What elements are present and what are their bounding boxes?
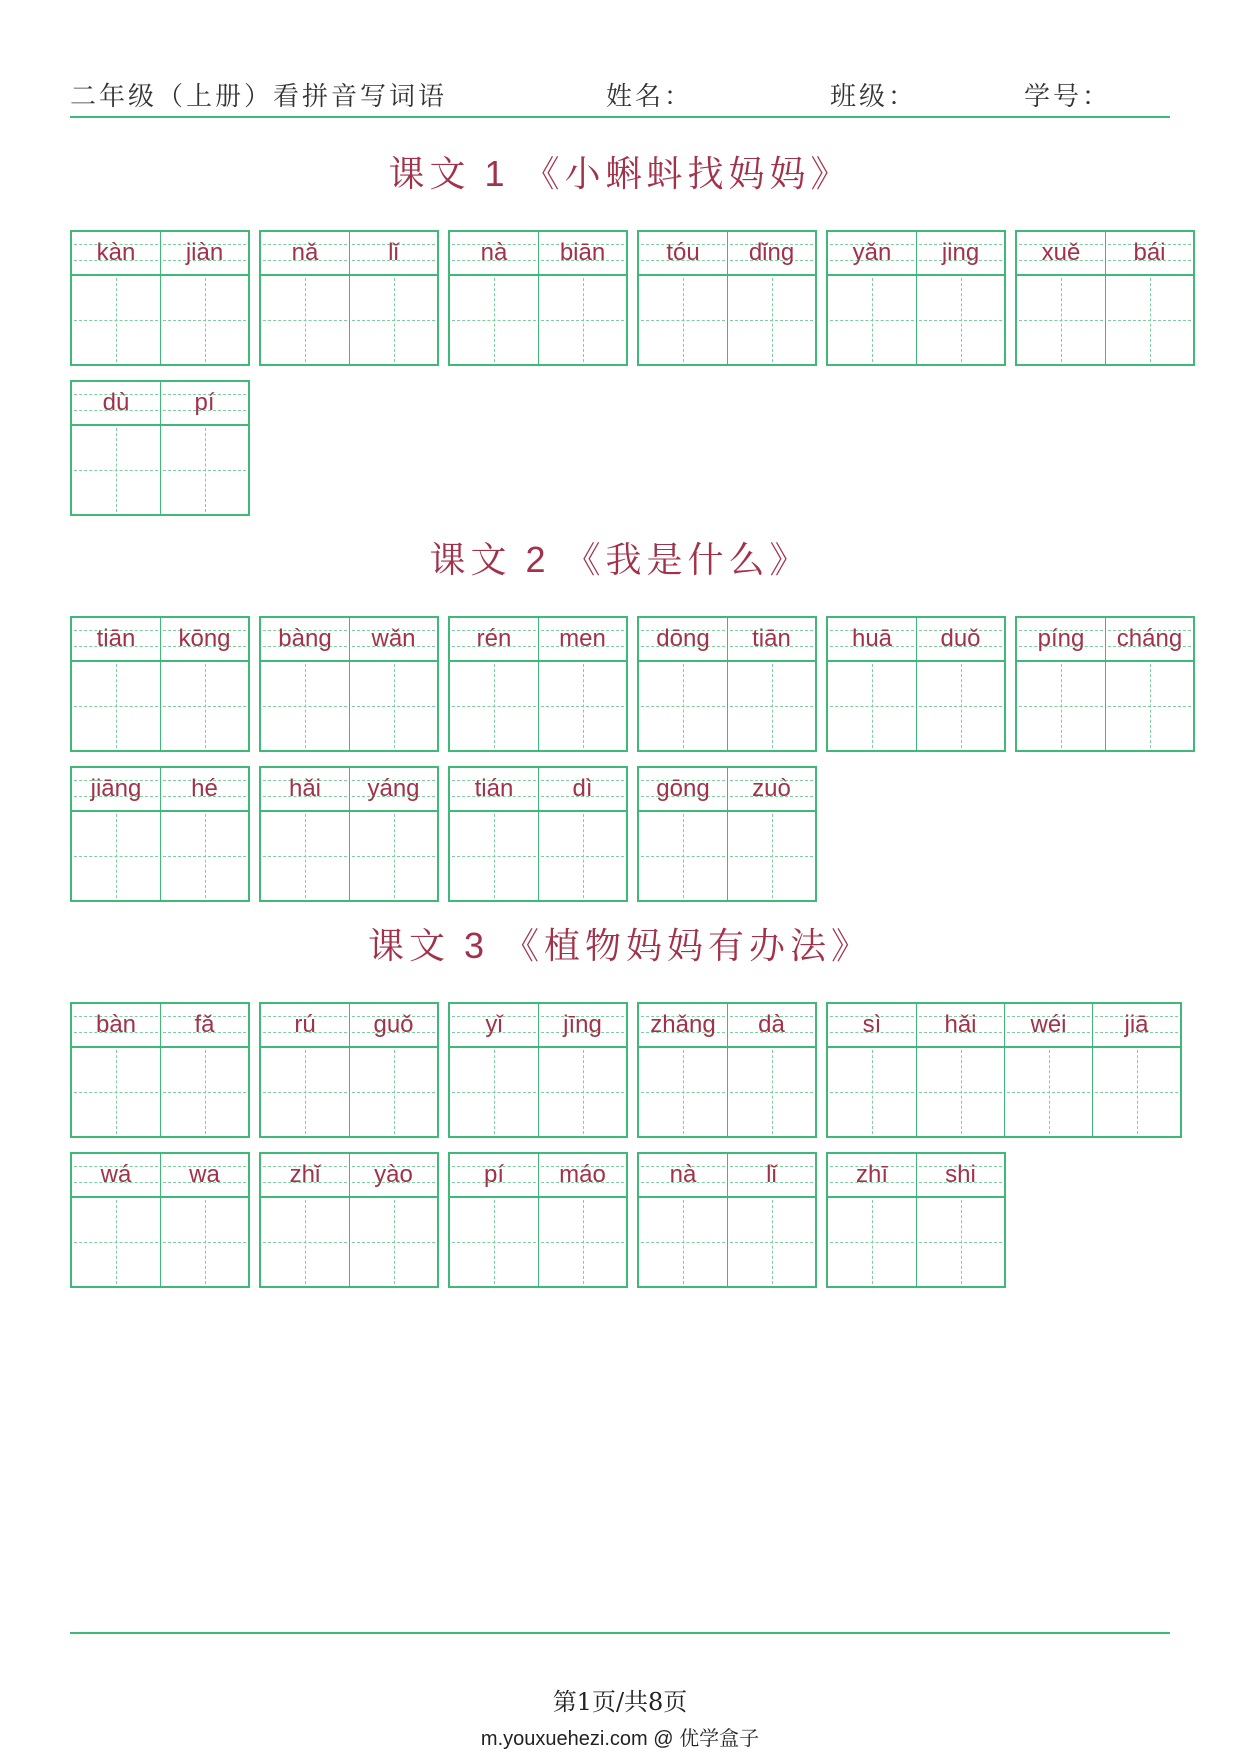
word-box[interactable] <box>70 766 250 902</box>
pinyin-line <box>161 768 248 812</box>
pinyin-text: yǐ <box>485 1011 503 1038</box>
character-cell <box>538 1154 626 1286</box>
tianzige-writing-grid[interactable] <box>261 276 349 364</box>
character-cell <box>538 768 626 900</box>
lesson-name: 《小蝌蚪找妈妈》 <box>523 154 852 195</box>
character-cell <box>828 232 916 364</box>
lesson-label: 课文 <box>429 540 512 581</box>
pinyin-text: zuò <box>752 775 791 802</box>
pinyin-text: pí <box>194 389 215 416</box>
tianzige-writing-grid[interactable] <box>350 1048 437 1136</box>
pinyin-text: bái <box>1133 239 1166 266</box>
page-number: 第1页/共8页 <box>552 1688 688 1716</box>
word-box[interactable] <box>448 616 628 752</box>
character-cell <box>72 1004 160 1136</box>
pinyin-line <box>350 1154 437 1198</box>
tianzige-writing-grid[interactable] <box>161 276 248 364</box>
character-cell <box>1004 1004 1092 1136</box>
site-credit: m.youxuehezi.com @ 优学盒子 <box>480 1728 760 1750</box>
word-box[interactable] <box>70 616 250 752</box>
pinyin-text: lǐ <box>766 1161 777 1188</box>
character-cell <box>916 1004 1004 1136</box>
tianzige-writing-grid[interactable] <box>1017 662 1105 750</box>
lesson-name: 《植物妈妈有办法》 <box>503 926 873 967</box>
pinyin-line <box>639 1004 727 1048</box>
tianzige-writing-grid[interactable] <box>261 1048 349 1136</box>
character-cell <box>916 618 1004 750</box>
pinyin-text: tóu <box>666 239 700 266</box>
character-cell <box>639 232 727 364</box>
word-box[interactable] <box>637 1002 817 1138</box>
pinyin-text: nà <box>480 239 508 266</box>
pinyin-line <box>261 768 349 812</box>
tianzige-writing-grid[interactable] <box>539 276 626 364</box>
tianzige-writing-grid[interactable] <box>450 1198 538 1286</box>
tianzige-writing-grid[interactable] <box>1093 1048 1180 1136</box>
word-box[interactable] <box>826 1152 1006 1288</box>
character-cell <box>261 768 349 900</box>
tianzige-writing-grid[interactable] <box>72 1198 160 1286</box>
lesson-number: 1 <box>484 153 510 194</box>
pinyin-text: jiā <box>1124 1011 1149 1038</box>
character-cell <box>916 232 1004 364</box>
word-box[interactable] <box>448 1002 628 1138</box>
character-cell <box>916 1154 1004 1286</box>
pinyin-text: wéi <box>1030 1011 1067 1038</box>
pinyin-text: tiān <box>96 625 136 652</box>
word-box[interactable] <box>448 1152 628 1288</box>
pinyin-line <box>350 768 437 812</box>
character-cell <box>72 1154 160 1286</box>
word-box[interactable] <box>70 230 250 366</box>
pinyin-line <box>917 1004 1004 1048</box>
worksheet-title: 二年级（上册）看拼音写词语 <box>70 82 448 112</box>
tianzige-writing-grid[interactable] <box>72 812 160 900</box>
worksheet-header <box>70 72 1170 118</box>
pinyin-line <box>1106 618 1193 662</box>
tianzige-writing-grid[interactable] <box>261 662 349 750</box>
tianzige-writing-grid[interactable] <box>261 812 349 900</box>
tianzige-writing-grid[interactable] <box>161 1048 248 1136</box>
pinyin-line <box>539 1154 626 1198</box>
word-box[interactable] <box>70 1002 250 1138</box>
pinyin-text: zhǐ <box>289 1161 321 1188</box>
tianzige-writing-grid[interactable] <box>350 1198 437 1286</box>
tianzige-writing-grid[interactable] <box>539 1048 626 1136</box>
character-cell <box>72 232 160 364</box>
pinyin-text: duǒ <box>940 625 981 652</box>
tianzige-writing-grid[interactable] <box>161 1198 248 1286</box>
lesson-label: 课文 <box>367 926 450 967</box>
character-cell <box>1105 232 1193 364</box>
pinyin-line <box>917 232 1004 276</box>
pinyin-text: rén <box>476 625 512 652</box>
character-cell <box>538 232 626 364</box>
pinyin-text: shi <box>945 1161 976 1188</box>
pinyin-line <box>161 382 248 426</box>
character-cell <box>261 618 349 750</box>
pinyin-text: máo <box>559 1161 606 1188</box>
word-box[interactable] <box>259 230 439 366</box>
tianzige-writing-grid[interactable] <box>917 1198 1004 1286</box>
word-box[interactable] <box>70 1152 250 1288</box>
word-box[interactable] <box>448 766 628 902</box>
character-cell <box>828 1004 916 1136</box>
pinyin-text: yào <box>374 1161 413 1188</box>
pinyin-text: wǎn <box>371 625 416 652</box>
word-box[interactable] <box>1015 616 1195 752</box>
pinyin-text: píng <box>1037 625 1085 652</box>
tianzige-writing-grid[interactable] <box>828 662 916 750</box>
tianzige-writing-grid[interactable] <box>1106 276 1193 364</box>
word-box[interactable] <box>259 616 439 752</box>
student-id-label: 学号： <box>1024 82 1112 112</box>
character-cell <box>727 1004 815 1136</box>
tianzige-writing-grid[interactable] <box>161 662 248 750</box>
character-cell <box>727 232 815 364</box>
character-cell <box>160 618 248 750</box>
word-box[interactable] <box>259 766 439 902</box>
tianzige-writing-grid[interactable] <box>639 662 727 750</box>
character-cell <box>538 1004 626 1136</box>
character-cell <box>1092 1004 1180 1136</box>
character-cell <box>160 232 248 364</box>
tianzige-writing-grid[interactable] <box>728 1198 815 1286</box>
pinyin-text: dǐng <box>748 239 795 266</box>
pinyin-text: gōng <box>656 775 710 802</box>
character-cell <box>450 1004 538 1136</box>
character-cell <box>450 768 538 900</box>
tianzige-writing-grid[interactable] <box>917 662 1004 750</box>
character-cell <box>261 1004 349 1136</box>
pinyin-line <box>539 232 626 276</box>
tianzige-writing-grid[interactable] <box>639 276 727 364</box>
word-box[interactable] <box>637 616 817 752</box>
pinyin-line <box>261 618 349 662</box>
character-cell <box>828 618 916 750</box>
pinyin-text: lǐ <box>388 239 399 266</box>
tianzige-writing-grid[interactable] <box>828 1048 916 1136</box>
pinyin-line <box>539 1004 626 1048</box>
tianzige-writing-grid[interactable] <box>450 662 538 750</box>
pinyin-line <box>72 768 160 812</box>
pinyin-text: bàn <box>95 1011 137 1038</box>
pinyin-line <box>161 1154 248 1198</box>
character-cell <box>349 1004 437 1136</box>
character-cell <box>450 618 538 750</box>
pinyin-text: jing <box>941 239 980 266</box>
footer-divider <box>70 1632 1170 1634</box>
pinyin-line <box>1017 618 1105 662</box>
pinyin-line <box>639 1154 727 1198</box>
tianzige-writing-grid[interactable] <box>1005 1048 1092 1136</box>
character-cell <box>349 768 437 900</box>
pinyin-text: pí <box>483 1161 504 1188</box>
pinyin-line <box>161 618 248 662</box>
tianzige-writing-grid[interactable] <box>450 1048 538 1136</box>
tianzige-writing-grid[interactable] <box>1106 662 1193 750</box>
tianzige-writing-grid[interactable] <box>539 812 626 900</box>
pinyin-line <box>450 232 538 276</box>
character-cell <box>727 1154 815 1286</box>
word-box[interactable] <box>826 230 1006 366</box>
pinyin-line <box>917 1154 1004 1198</box>
pinyin-line <box>72 618 160 662</box>
character-cell <box>639 1154 727 1286</box>
word-box[interactable] <box>826 616 1006 752</box>
pinyin-line <box>161 1004 248 1048</box>
character-cell <box>1105 618 1193 750</box>
tianzige-writing-grid[interactable] <box>639 1198 727 1286</box>
pinyin-text: cháng <box>1116 625 1183 652</box>
tianzige-writing-grid[interactable] <box>72 1048 160 1136</box>
pinyin-line <box>450 1004 538 1048</box>
lesson-title <box>0 146 1240 197</box>
tianzige-writing-grid[interactable] <box>539 662 626 750</box>
pinyin-text: nǎ <box>291 239 319 266</box>
character-cell <box>450 232 538 364</box>
word-box[interactable] <box>1015 230 1195 366</box>
pinyin-text: dù <box>102 389 130 416</box>
tianzige-writing-grid[interactable] <box>72 426 160 514</box>
pinyin-line <box>539 618 626 662</box>
lesson-number: 3 <box>463 925 490 966</box>
tianzige-writing-grid[interactable] <box>161 812 248 900</box>
pinyin-text: xuě <box>1041 239 1081 266</box>
pinyin-text: huā <box>851 625 893 652</box>
pinyin-line <box>728 232 815 276</box>
pinyin-line <box>1017 232 1105 276</box>
pinyin-text: kàn <box>96 239 136 266</box>
pinyin-line <box>350 1004 437 1048</box>
pinyin-line <box>639 232 727 276</box>
pinyin-line <box>261 232 349 276</box>
lesson-title <box>0 532 1240 583</box>
pinyin-text: jiāng <box>90 775 142 802</box>
tianzige-writing-grid[interactable] <box>72 276 160 364</box>
pinyin-line <box>350 232 437 276</box>
character-cell <box>1017 618 1105 750</box>
tianzige-writing-grid[interactable] <box>828 1198 916 1286</box>
word-box[interactable] <box>70 380 250 516</box>
character-cell <box>639 618 727 750</box>
tianzige-writing-grid[interactable] <box>728 812 815 900</box>
class-label: 班级： <box>830 82 918 112</box>
word-box[interactable] <box>637 766 817 902</box>
pinyin-text: jiàn <box>185 239 224 266</box>
lesson-number: 2 <box>525 539 551 580</box>
pinyin-text: rú <box>294 1011 316 1038</box>
pinyin-line <box>450 618 538 662</box>
pinyin-text: fǎ <box>194 1011 215 1038</box>
pinyin-line <box>917 618 1004 662</box>
pinyin-line <box>539 768 626 812</box>
character-cell <box>828 1154 916 1286</box>
character-cell <box>639 768 727 900</box>
tianzige-writing-grid[interactable] <box>828 276 916 364</box>
word-box[interactable] <box>259 1002 439 1138</box>
tianzige-writing-grid[interactable] <box>539 1198 626 1286</box>
pinyin-text: jīng <box>563 1011 602 1038</box>
character-cell <box>538 618 626 750</box>
character-cell <box>349 232 437 364</box>
pinyin-text: dì <box>572 775 593 802</box>
pinyin-line <box>728 1004 815 1048</box>
word-box[interactable] <box>259 1152 439 1288</box>
pinyin-text: hǎi <box>944 1011 977 1038</box>
tianzige-writing-grid[interactable] <box>639 812 727 900</box>
pinyin-text: men <box>559 625 606 652</box>
pinyin-line <box>72 1154 160 1198</box>
tianzige-writing-grid[interactable] <box>350 662 437 750</box>
pinyin-line <box>72 1004 160 1048</box>
pinyin-text: yáng <box>367 775 420 802</box>
pinyin-line <box>450 768 538 812</box>
character-cell <box>160 1004 248 1136</box>
pinyin-text: nà <box>669 1161 697 1188</box>
character-cell <box>349 618 437 750</box>
pinyin-text: dà <box>758 1011 785 1038</box>
tianzige-writing-grid[interactable] <box>350 812 437 900</box>
character-cell <box>160 1154 248 1286</box>
pinyin-line <box>1106 232 1193 276</box>
pinyin-line <box>828 232 916 276</box>
pinyin-line <box>728 1154 815 1198</box>
pinyin-text: hǎi <box>288 775 322 802</box>
pinyin-line <box>450 1154 538 1198</box>
pinyin-text: zhǎng <box>650 1011 716 1038</box>
character-cell <box>261 1154 349 1286</box>
tianzige-writing-grid[interactable] <box>450 276 538 364</box>
lesson-name: 《我是什么》 <box>564 540 811 581</box>
pinyin-text: bàng <box>278 625 332 652</box>
pinyin-line <box>1005 1004 1092 1048</box>
pinyin-line <box>261 1154 349 1198</box>
pinyin-text: biān <box>559 239 606 266</box>
tianzige-writing-grid[interactable] <box>917 276 1004 364</box>
character-cell <box>349 1154 437 1286</box>
character-cell <box>160 768 248 900</box>
pinyin-text: wa <box>189 1161 220 1188</box>
word-box[interactable] <box>826 1002 1182 1138</box>
lesson-title <box>0 918 1240 969</box>
character-cell <box>160 382 248 514</box>
pinyin-line <box>72 382 160 426</box>
pinyin-text: hé <box>191 775 218 802</box>
tianzige-writing-grid[interactable] <box>450 812 538 900</box>
tianzige-writing-grid[interactable] <box>728 662 815 750</box>
pinyin-text: kōng <box>178 625 231 652</box>
pinyin-text: wá <box>100 1161 132 1188</box>
lesson-label: 课文 <box>388 154 471 195</box>
pinyin-text: guǒ <box>373 1011 414 1038</box>
tianzige-writing-grid[interactable] <box>350 276 437 364</box>
pinyin-line <box>72 232 160 276</box>
word-box[interactable] <box>448 230 628 366</box>
character-cell <box>639 1004 727 1136</box>
name-label: 姓名： <box>606 82 694 112</box>
tianzige-writing-grid[interactable] <box>917 1048 1004 1136</box>
pinyin-text: yǎn <box>852 239 892 266</box>
pinyin-line <box>261 1004 349 1048</box>
character-cell <box>727 618 815 750</box>
pinyin-text: dōng <box>656 625 710 652</box>
word-box[interactable] <box>637 1152 817 1288</box>
tianzige-writing-grid[interactable] <box>72 662 160 750</box>
character-cell <box>727 768 815 900</box>
character-cell <box>72 382 160 514</box>
character-cell <box>1017 232 1105 364</box>
pinyin-line <box>639 618 727 662</box>
pinyin-line <box>639 768 727 812</box>
tianzige-writing-grid[interactable] <box>261 1198 349 1286</box>
pinyin-line <box>1093 1004 1180 1048</box>
pinyin-line <box>728 768 815 812</box>
character-cell <box>72 768 160 900</box>
tianzige-writing-grid[interactable] <box>728 276 815 364</box>
pinyin-text: sì <box>862 1011 882 1038</box>
character-cell <box>72 618 160 750</box>
pinyin-line <box>828 1004 916 1048</box>
tianzige-writing-grid[interactable] <box>639 1048 727 1136</box>
pinyin-line <box>350 618 437 662</box>
pinyin-line <box>161 232 248 276</box>
pinyin-line <box>828 618 916 662</box>
tianzige-writing-grid[interactable] <box>1017 276 1105 364</box>
pinyin-text: tián <box>474 775 514 802</box>
pinyin-text: zhī <box>855 1161 888 1188</box>
tianzige-writing-grid[interactable] <box>161 426 248 514</box>
tianzige-writing-grid[interactable] <box>728 1048 815 1136</box>
pinyin-line <box>728 618 815 662</box>
pinyin-text: tiān <box>752 625 791 652</box>
character-cell <box>261 232 349 364</box>
pinyin-line <box>828 1154 916 1198</box>
word-box[interactable] <box>637 230 817 366</box>
character-cell <box>450 1154 538 1286</box>
